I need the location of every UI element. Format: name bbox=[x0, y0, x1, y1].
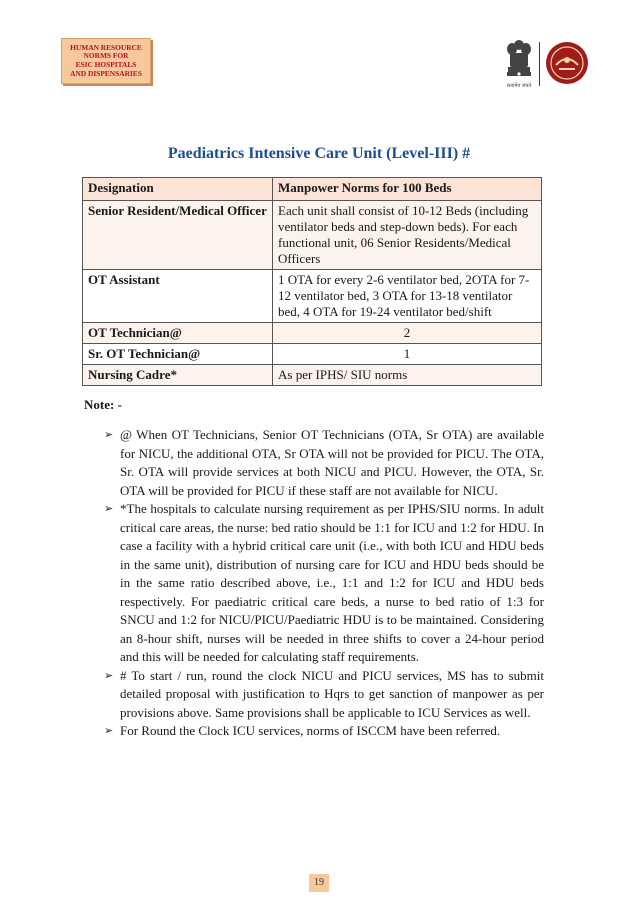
note-item bbox=[104, 667, 544, 723]
table-row bbox=[83, 201, 542, 270]
note-text: @ When OT Technicians, Senior OT Technicians (OTA, Sr OTA) are available for NICU, the additional OTA, Sr OTA will not be provided for PICU. The OTA, Sr. OTA will provide services at both NICU and PICU. However, the OTA, Sr. OTA will be provided for PICU if these staff are not available for NICU. bbox=[120, 427, 544, 498]
note-text: For Round the Clock ICU services, norms of ISCCM have been referred. bbox=[120, 723, 501, 738]
designation-cell: OT Assistant bbox=[83, 270, 273, 323]
header-badge bbox=[61, 38, 151, 84]
designation-cell: OT Technician@ bbox=[83, 323, 273, 344]
badge-line: ESIC HOSPITALS bbox=[75, 60, 137, 69]
norm-cell: Each unit shall consist of 10-12 Beds (including ventilator beds and step-down beds). For each functional unit, 06 Senior Residents/Medical Officers bbox=[273, 201, 542, 270]
badge-line: AND DISPENSARIES bbox=[70, 68, 142, 78]
notes-list bbox=[104, 426, 544, 741]
emblem-caption: सत्यमेव जयते bbox=[506, 83, 532, 89]
page-number: 19 bbox=[309, 874, 329, 892]
arrow-bullet-icon: ➢ bbox=[104, 429, 114, 441]
note-item bbox=[104, 426, 544, 500]
table-row bbox=[83, 270, 542, 323]
page-title: Paediatrics Intensive Care Unit (Level-III) # bbox=[167, 145, 471, 162]
table-header: Designation bbox=[83, 178, 273, 201]
note-label: Note: - bbox=[84, 397, 122, 412]
norm-cell: As per IPHS/ SIU norms bbox=[273, 365, 542, 386]
badge-line: HUMAN RESOURCE bbox=[70, 42, 142, 52]
note-item bbox=[104, 500, 544, 667]
arrow-bullet-icon: ➢ bbox=[104, 725, 114, 737]
table-row bbox=[83, 344, 542, 365]
note-item bbox=[104, 722, 544, 741]
arrow-bullet-icon: ➢ bbox=[104, 503, 114, 515]
national-emblem-icon bbox=[502, 37, 536, 91]
norm-cell: 1 OTA for every 2-6 ventilator bed, 2OTA for 7-12 ventilator bed, 3 OTA for 13-18 ventilator bed, 4 OTA for 19-24 ventilator bed/shift bbox=[273, 270, 542, 323]
table-row bbox=[83, 323, 542, 344]
table-header-row bbox=[83, 178, 542, 201]
esic-logo-icon bbox=[545, 41, 589, 85]
designation-cell: Sr. OT Technician@ bbox=[83, 344, 273, 365]
norm-cell: 2 bbox=[273, 323, 542, 344]
designation-cell: Senior Resident/Medical Officer bbox=[83, 201, 273, 270]
note-text: # To start / run, round the clock NICU and PICU services, MS has to submit detailed proposal with justification to Hqrs to get sanction of manpower as per provisions above. Same provisions shall be applicable to ICU Services as well. bbox=[120, 667, 544, 720]
note-text: *The hospitals to calculate nursing requirement as per IPHS/SIU norms. In adult critical care areas, the nurse: bed ratio should be 1:1 for ICU and 1:2 for HDU. In case a facility with a hybrid critical care unit (i.e., with both ICU and HDU beds in the same unit), distribution of nursing care for ICU and HDU beds should be in the same ratio described above, i.e., 1:1 and 1:2 for ICU and HDU beds respectively. For paediatric critical care beds, a nurse to bed ratio of 1:3 for SNCU and 1:2 for NICU/PICU/Paediatric HDU is to be maintained. Considering an 8-hour shift, nurses will be needed in three shifts to cover a 24-hour period and this will be needed for calculating staff requirements. bbox=[120, 501, 544, 664]
badge-line: NORMS FOR bbox=[83, 51, 129, 61]
norm-cell: 1 bbox=[273, 344, 542, 365]
arrow-bullet-icon: ➢ bbox=[104, 669, 114, 682]
table-header: Manpower Norms for 100 Beds bbox=[273, 178, 542, 201]
logo-divider bbox=[539, 42, 540, 86]
designation-cell: Nursing Cadre* bbox=[83, 365, 273, 386]
table-row bbox=[83, 365, 542, 386]
manpower-table bbox=[82, 177, 542, 386]
